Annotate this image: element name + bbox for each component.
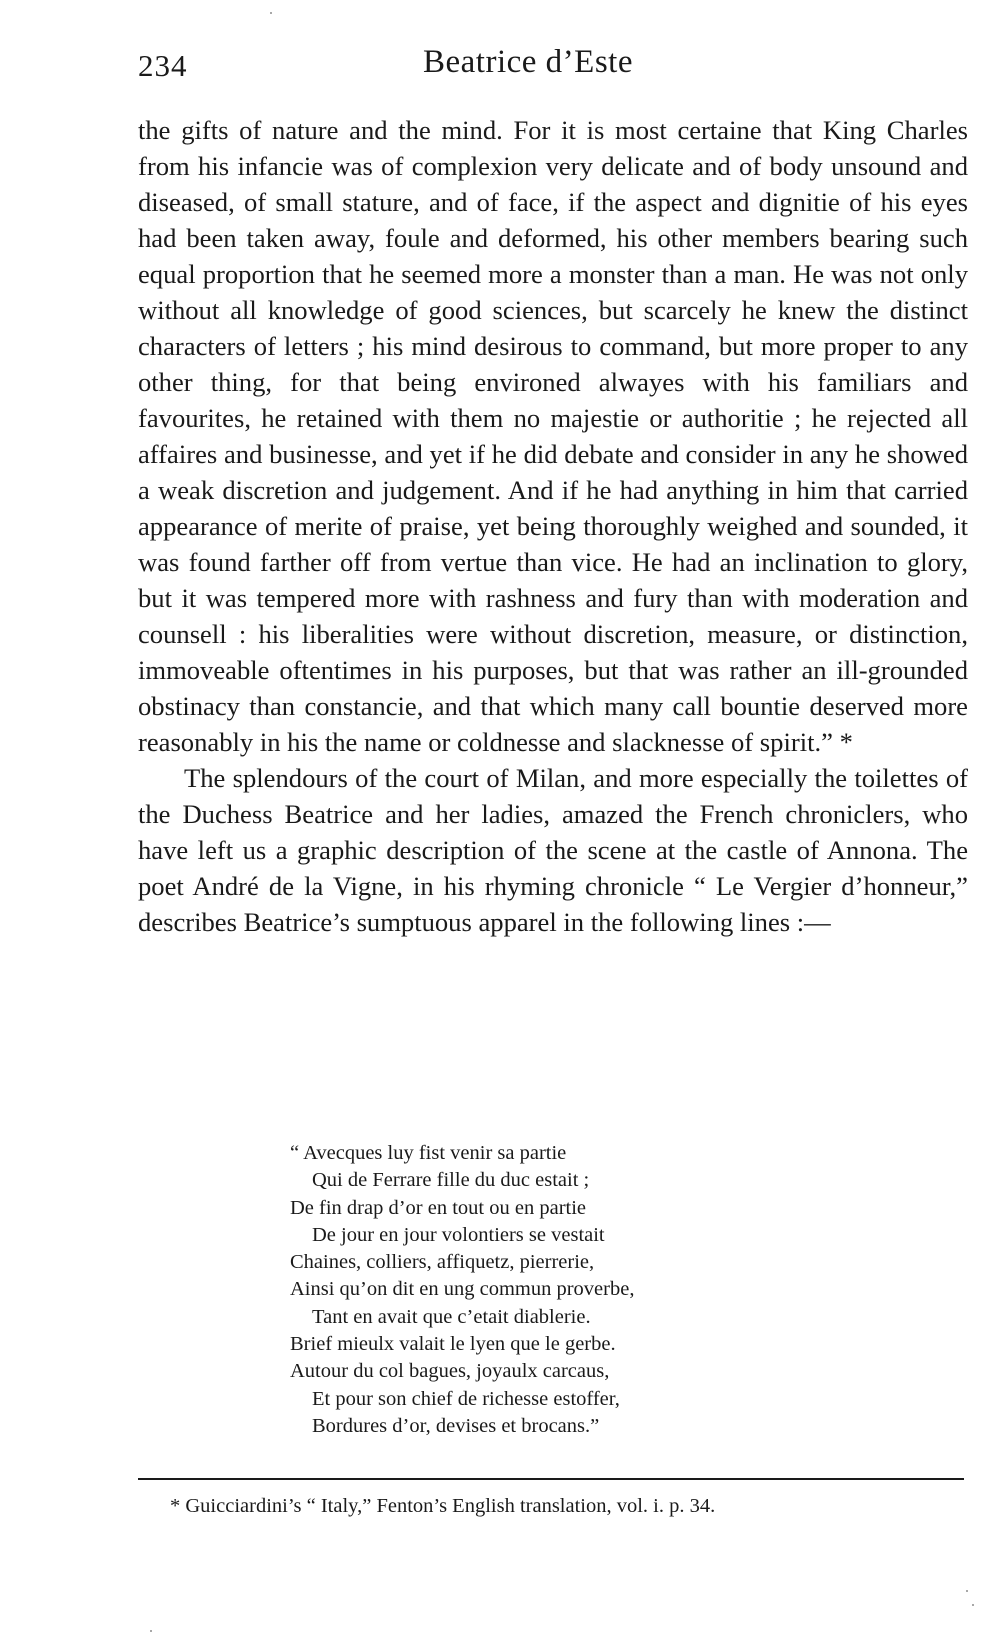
- page-header: [138, 44, 958, 88]
- scan-speck: [150, 1630, 152, 1632]
- verse-quotation: [290, 1140, 810, 1440]
- verse-line-5: Chaines, colliers, affiquetz, pierrerie,: [290, 1251, 595, 1274]
- running-title: Beatrice d’Este: [423, 44, 633, 80]
- verse-line-11: Bordures d’or, devises et brocans.”: [312, 1414, 600, 1437]
- paragraph-1: the gifts of nature and the mind. For it is most certaine that King Charles from his infancie was of complexion very delicate and of body unsound and diseased, of small stature, and of face, if the aspect and dignitie of his eyes had been taken away, foule and deformed, his other members bearing such equal proportion that he seemed more a monster than a man. He was not only without all knowledge of good sciences, but scarcely he knew the distinct characters of letters ; his mind desirous to command, but more proper to any other thing, for that being environed alwayes with his familiars and favourites, he retained with them no majestie or authoritie ; he rejected all affaires and businesse, and yet if he did debate and consider in any he showed a weak discretion and judgement. And if he had anything in him that carried appearance of merite of praise, yet being thoroughly weighed and sounded, it was found farther off from vertue than vice. He had an inclination to glory, but it was tempered more with rashness and fury than with moderation and counsell : his liberalities were without discretion, measure, or distinction, immoveable oftentimes in his purposes, but that was rather an ill-grounded obstinacy than constancie, and that which many call bountie deserved more reasonably in his the name or coldnesse and slacknesse of spirit.” *: [138, 115, 968, 757]
- scan-speck: [270, 12, 272, 14]
- verse-line-6: Ainsi qu’on dit en ung commun proverbe,: [290, 1278, 635, 1301]
- footnote-rule: [138, 1478, 964, 1480]
- verse-line-10: Et pour son chief de richesse estoffer,: [312, 1387, 620, 1410]
- footnote: * Guicciardini’s “ Italy,” Fenton’s English translation, vol. i. p. 34.: [170, 1495, 716, 1517]
- verse-line-2: Qui de Ferrare fille du duc estait ;: [312, 1169, 590, 1192]
- body-text: [138, 112, 968, 940]
- scan-speck: [972, 1604, 974, 1606]
- verse-line-9: Autour du col bagues, joyaulx carcaus,: [290, 1360, 610, 1383]
- verse-line-3: De fin drap d’or en tout ou en partie: [290, 1196, 587, 1219]
- paragraph-2: The splendours of the court of Milan, and more especially the toilettes of the Duchess Beatrice and her ladies, amazed the French chroniclers, who have left us a graphic description of the scene at the castle of Annona. The poet André de la Vigne, in his rhyming chronicle “ Le Vergier d’honneur,” describes Beatrice’s sumptuous apparel in the following lines :—: [138, 763, 968, 937]
- scan-speck: [966, 1590, 968, 1592]
- verse-line-8: Brief mieulx valait le lyen que le gerbe.: [290, 1333, 616, 1356]
- page-number: 234: [138, 48, 188, 83]
- verse-line-4: De jour en jour volontiers se vestait: [312, 1223, 605, 1246]
- verse-line-1: “ Avecques luy fist venir sa partie: [290, 1142, 567, 1164]
- verse-line-7: Tant en avait que c’etait diablerie.: [312, 1305, 591, 1328]
